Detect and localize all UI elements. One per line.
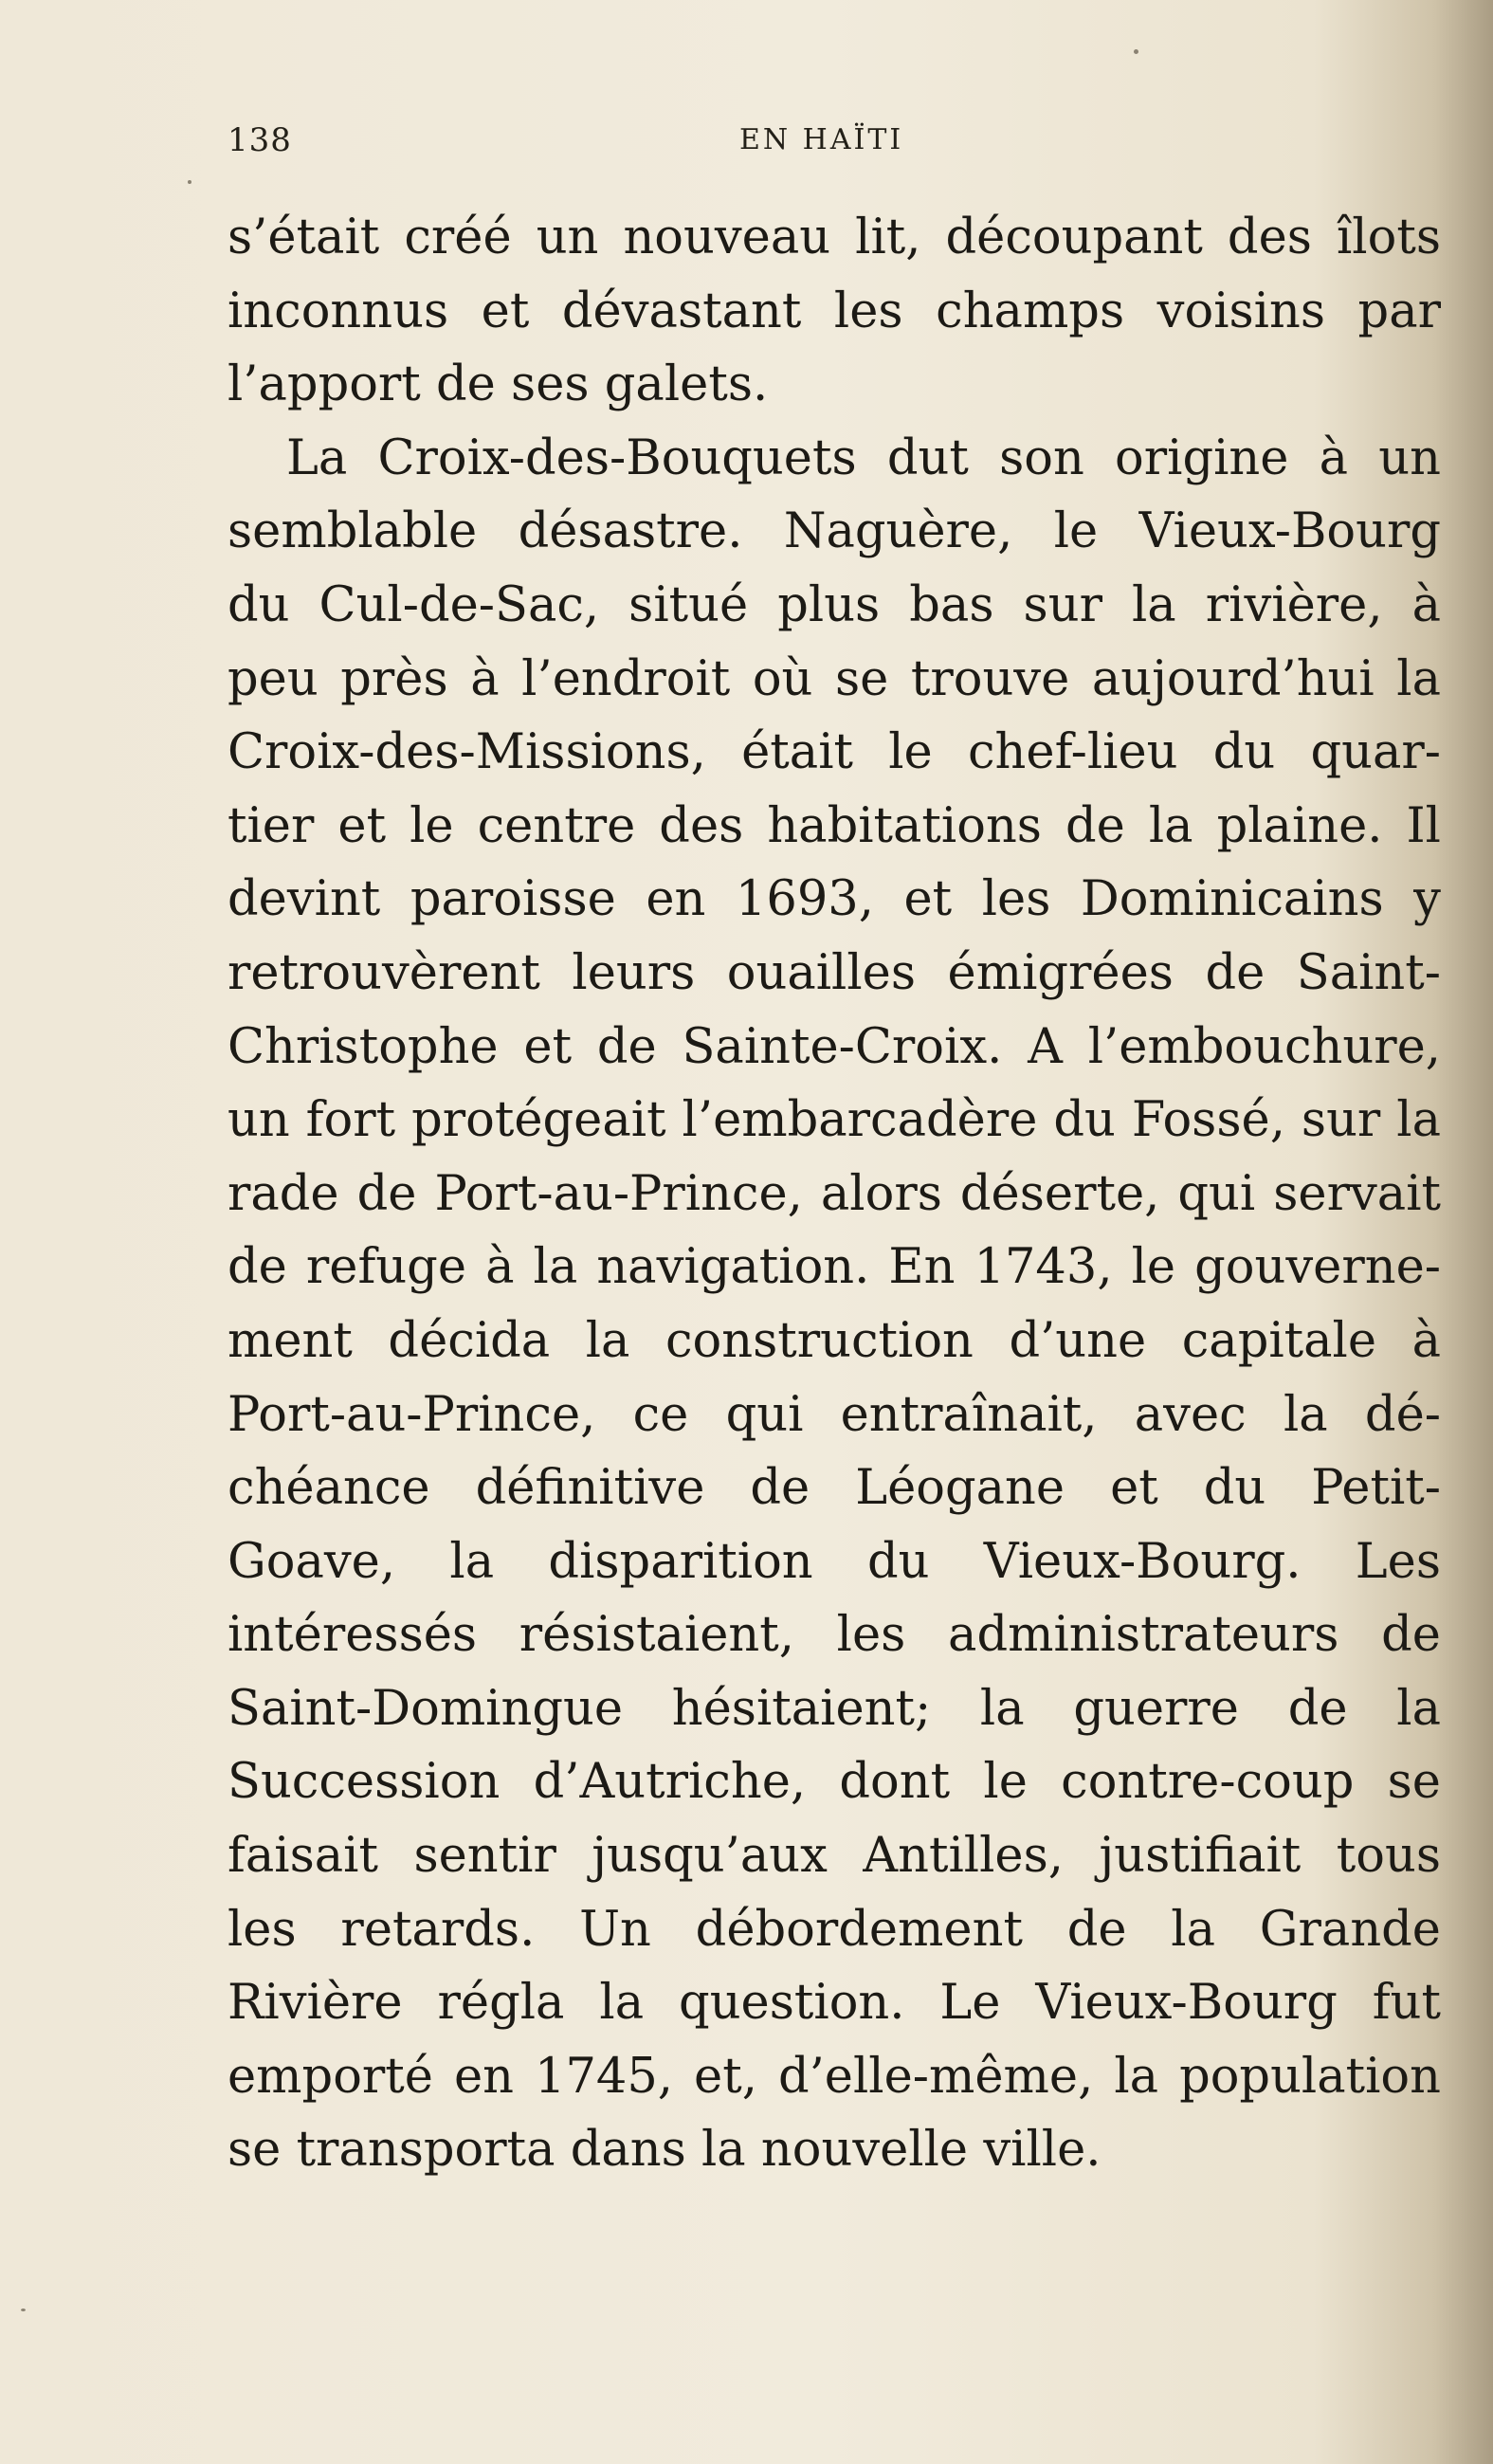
running-head-title: EN HAÏTI: [739, 123, 904, 156]
text-line: intéressés résistaient, les administrateurs de: [228, 1607, 1441, 1664]
text-line: Succession d’Autriche, dont le contre-coup se: [228, 1754, 1441, 1811]
text-line: devint paroisse en 1693, et les Dominicains y: [228, 871, 1441, 928]
text-line: se transporta dans la nouvelle ville.: [228, 2122, 1102, 2179]
text-line: Goave, la disparition du Vieux-Bourg. Les: [228, 1533, 1441, 1590]
text-line: emporté en 1745, et, d’elle-même, la population: [228, 2048, 1441, 2105]
text-line: Saint-Domingue hésitaient; la guerre de la: [228, 1680, 1441, 1737]
text-line: La Croix-des-Bouquets dut son origine à un: [286, 429, 1441, 486]
text-line: Port-au-Prince, ce qui entraînait, avec la dé-: [228, 1386, 1441, 1443]
text-line: retrouvèrent leurs ouailles émigrées de Saint-: [228, 944, 1441, 1001]
text-line: peu près à l’endroit où se trouve aujourd’hui la: [228, 650, 1441, 707]
text-line: Christophe et de Sainte-Croix. A l’embouchure,: [228, 1018, 1441, 1075]
text-line: du Cul-de-Sac, situé plus bas sur la rivière, à: [228, 576, 1441, 633]
text-line: ment décida la construction d’une capitale à: [228, 1312, 1441, 1369]
paper-speck: [188, 180, 191, 184]
text-line: chéance définitive de Léogane et du Petit-: [228, 1460, 1441, 1517]
paper-speck: [21, 2309, 26, 2311]
text-line: faisait sentir jusqu’aux Antilles, justifiait tous: [228, 1828, 1441, 1885]
paper-speck: [1134, 49, 1138, 54]
text-line: Croix-des-Missions, était le chef-lieu du quar-: [228, 724, 1441, 781]
text-line: de refuge à la navigation. En 1743, le gouverne-: [228, 1239, 1441, 1296]
text-line: inconnus et dévastant les champs voisins par: [228, 283, 1441, 339]
text-line: s’était créé un nouveau lit, découpant des îlots: [228, 210, 1441, 265]
page-number: 138: [228, 121, 292, 159]
running-head: [228, 112, 1431, 169]
text-line: tier et le centre des habitations de la plaine. Il: [228, 797, 1441, 854]
text-line: Rivière régla la question. Le Vieux-Bourg fut: [228, 1975, 1441, 2032]
body-text: [228, 201, 1441, 2187]
text-line: les retards. Un débordement de la Grande: [228, 1901, 1441, 1958]
text-line: l’apport de ses galets.: [228, 356, 769, 413]
text-line: rade de Port-au-Prince, alors déserte, qui servait: [228, 1165, 1441, 1222]
text-line: un fort protégeait l’embarcadère du Fossé, sur la: [228, 1092, 1441, 1149]
text-line: semblable désastre. Naguère, le Vieux-Bourg: [228, 503, 1441, 560]
